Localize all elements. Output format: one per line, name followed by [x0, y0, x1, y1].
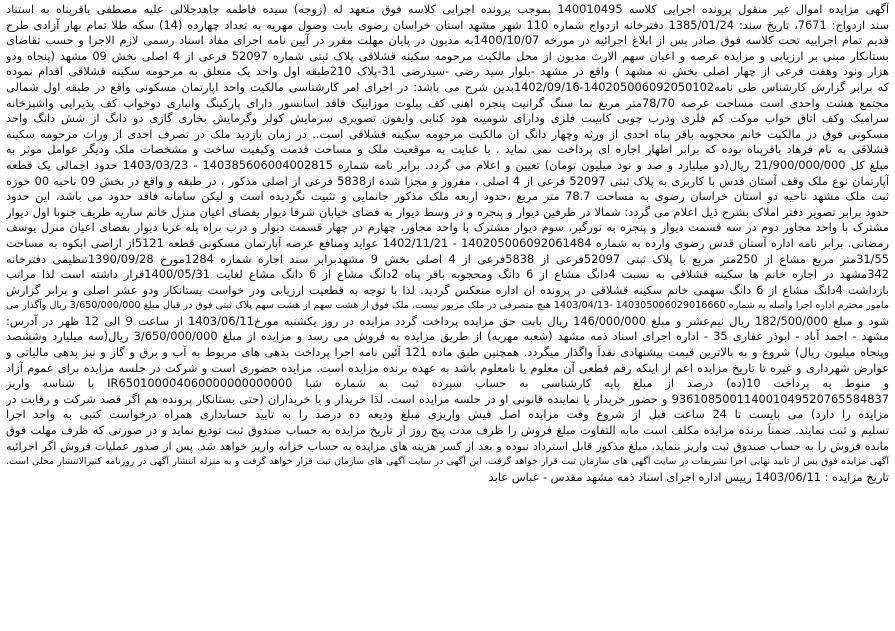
notice-line: مامور محترم اداره اجرا واصله به شماره 140305006029016660 -1403/04/13 هیچ متصرفی در ملک مزبور نیست، ملک فوق از هشت سهم از هشت سهم پلاک ثبتی فوق در قبال مبلغ 3/650/000/000 ریال وآگذار می — [6, 300, 889, 312]
notice-line: 31/55متر مربع مشاع از 250متر مربع با پلاک ثبتی 52097فرعی از 5838فرعی از 4 اصلی بخش 9 مشهدبرابر سند اجاره شماره 1284مورخ 1390/09/28تنظیمی دفترخانه — [6, 251, 889, 266]
notice-line: حدود برابر تصویر دفتر املاک بشرح ذیل اعلام می گردد: شمالا در طرفین دیوار و پنجره و در وسط دیوار به فضای خیابان شرقا دیوار بفضای اعیان منزل خانم ساریه ظریف جنوبا اول دیوار — [6, 204, 889, 219]
notice-line: مزایده را دارد) می بایست تا 24 ساعت قبل از شروع وقت مزایده اصل فیش واریزی مبلغ ودیعه ده درصد را به تایید حسابداری همراه درخواست کتبی به واحد اجرا — [6, 407, 889, 422]
notice-line: ثبت ملک مشهد ناحیه دو استان خراسان رضوی به مساحت 78.7 متر مربع ،حدود اربعه ملک مذکور جانمایی و تثبیت نگردیده است و لیکن سامانه فاقد حدود می باشد، این حدود — [6, 189, 889, 204]
notice-line: قشلاقی به نام فرهاد باقرپناه بوده که برابر اظهار اجاره ای پرداخت نمی نماید . با عنایت به موقعیت ملک و مساحت قدمت وکیفیت ساخت و مشخصات ملک ودیگر عوامل موثر به — [6, 142, 889, 157]
notice-line: مشهد - احمد آباد - ابوذر غفاری 35 - اداره اجرای اسناد ذمه مشهد (شعبه مهریه) از طریق مزایده به فروش می رسد و مزایده از مبلغ 3/650/000/000 ریال(سه میلیارد وششصد — [6, 329, 889, 344]
notice-line: تسلیم و ثبت نمایند. ضمناً برنده مزایده مکلف است مابه التفاوت مبلغ فروش را ظرف مدت پنج روز از تاریخ مزایده به حساب صندوق ثبت تودیع نماید و در صورتی که ظرف مهلت فوق — [6, 423, 889, 438]
notice-line: رمضانی. برابر نامه اداره آستان قدس رضوی وارده به شماره 140205006092061484 - 1402/11/21 عواید ومنافع عرصه آپارتمان مسکونی قطعه 5121از اراضی ابکوه به مساحت — [6, 235, 889, 250]
notice-line: که برابر گزارش کارشناس طی نامه140205006092050102-1402/09/16بدین شرح می باشد: در اجرای امر کارشناسی مالکیت واحد اپارتمان مسکونی واقع در طبقه اول شمالی — [6, 79, 889, 94]
notice-line: آگهی مزایده اموال غیر منقول پرونده اجرایی کلاسه 140010495 بموجب پرونده اجرایی کلاسه فوق متعهد له (زوجه) سیده فاطمه جاهدجلالی علیه مصطفی باقرپناه به استناد — [6, 2, 889, 16]
notice-line: سند ازدواج: 7671، تاریخ سند: 1385/01/24 دفترخانه ازدواج شماره 110 شهر مشهد استان خراسان رضوی بابت وصول مهریه به تعداد چهارده (14) سکه طلا تمام بهار آزادی طرح — [6, 17, 889, 32]
notice-line: 342مشهد در اجاره خانم ها سکینه قشلاقی به نسبت 4دانگ مشاع از 6 دانگ ومحجوبه باقر پناه 2دانگ مشاع از 6 دانگ مشاع لغایت 1400/05/31قرار داشته است لذا مراتب — [6, 267, 889, 282]
notice-line: مجتمع هشت واحدی است مساحت عرصه 78/70متر مربع نما سنگ گرانیت پنجره اهنی کف پیلوت موزاییک فاقد اسانسور دارای پارکینگ وانباری دوخواب کف پذیرایی واشپزخانه — [6, 95, 889, 110]
notice-line: آگهی مزایده فوق پس از تایید نهایی اجرا تشریفات در سایت آگهی های سازمان ثبت قرار خواهد گرفت. این آگهی در سایت آگهی های سازمان ثبت قرار خواهد گرفت و به منزله انتشار آگهی در روزنامه کثیرالانتشار محلی است. — [6, 456, 889, 468]
notice-line: 936108500114001049520765584837 و حضور خریدار یا نماینده قانونی او در جلسه مزایده است. لذا خریدار و یا خریداران (حتی بستانکار پرونده هم اگر قصد شرکت و رقابت در — [6, 391, 889, 406]
notice-line: بستانکار مبنی بر ارزیابی و مزایده عرصه و اعیان سهم الارث مدیون از محل مالکیت مرحومه سکینه قشلاقی پلاک ثبتی شماره 52097 فرعی از 4 اصلی بخش 09 مشهد (پنجاه ودو — [6, 48, 889, 63]
notice-signature-line: تاریخ مزایده : 1403/06/11 رییس اداره اجرای اسناد ذمه مشهد مقدس - عباس عابد — [488, 469, 889, 484]
notice-line: مشترک با واحد مجاور دوم در سه قسمت دیوار و پنجره به نورگیر، سوم دیوار مشترک با واحد مجاور، چهارم در چهار قسمت دیوار و درب براه پله غربا دیوار بفضای اعیان منزل یوسف — [6, 220, 889, 235]
notice-line: و منوط به پرداخت 10(ده) درصد از مبلغ پایه کارشناسی به حساب سپرده ثبت به شماره شبا IR650100004060000000000000 با شناسه واریز — [6, 376, 889, 391]
notice-line: مسکونی فوق در مالکیت خانم محجوبه باقر پناه احدی از ورثه وچهار دانگ ان مالکیت مرحومه سکینه قشلاقی است.. در زمان بازدید ملک در تصرف احدی از وراث مرحومه سکینه — [6, 126, 889, 141]
notice-line: قدیم تمام اجراییه تحت کلاسه فوق صادر پس از ابلاغ اجرائیه در مورخه 1400/10/07به مدیون در پایان مهلت مقرر در آیین نامه اجرای مفاد اسناد رسمی لازم الاجرا و حسب تقاضای — [6, 33, 889, 48]
notice-line: سرامیک وکف اتاق خواب موکت کم فلزی ودرب چوبی کابینت فلزی ودارای شومینه هود کنابی وایفون تصویری سرمایش کولر وگرمایش بخاری گازی دو دانگ از شش دانگ واحد — [6, 111, 889, 126]
notice-line: وپنجاه میلیون ریال) شروع و به بالاترین قیمت پیشنهادی نقداً واگذار میگردد. همچنین طبق ماده 121 آئین نامه اجرا پرداخت بدهی های مربوط به آب و برق و گاز و نیز بدهی مالیاتی و — [6, 345, 889, 360]
notice-line: بازداشت 4دانگ مشاع از 6 دانگ سهمی خانم سکینه قشلاقی در پرونده ان اداره منعکس گردید. لذا با توجه به قطعیت ارزیابی ودر خواست بستانکار ودو عشر اصلی و برابر گزارش — [6, 282, 889, 297]
notice-line: شود و مبلغ 182/500/000 ریال نیم‌عشر و مبلغ 146/000/000 ریال بابت حق مزایده پرداخت گردد مزایده در روز یکشنبه مورخ1403/06/11 از ساعت 9 الی 12 ظهر در آدرس: — [6, 313, 889, 328]
notice-line: هزار ونود وهفت فرعی از چهار اصلی بخش نه مشهد ) واقع در مشهد -بلوار سید رضی -سیدرضی 31-پلاک 210طبقه اول واحد یک متعلق به مرحومه سکینه قشلاقی اقدام نموده — [6, 64, 889, 79]
notice-line: مانده فروش را به حساب صندوق ثبت واریز ننماید، مبلغ مذکور قابل استرداد نبوده و بعد از کسر هزینه های مزایده به حساب خزانه واریز خواهد شد. پس از صدور عملیات فروش اگر اجرائیه — [6, 439, 889, 453]
notice-line: عوارض شهرداری و غیره تا تاریخ مزایده اعم از اینکه رقم قطعی آن معلوم یا نامعلوم باشد به عهده برنده مزایده است. مزایده حضوری است و شرکت در جلسه مزایده برای عموم آزاد — [6, 360, 889, 375]
notice-line: مبلغ کل 21/900/000/000 ریال(دو میلیارد و صد و نود میلیون تومان) تعیین و اعلام می گردد. برابر نامه شماره 140385606004002815 - 1403/03/23 حدود اجمالی یک قطعه — [6, 157, 889, 172]
notice-line: آپارتمان نوع ملک وقف آستان قدس با کاربری به پلاک ثبتی 52097 فرعی از 4 اصلی ، مفروز و مجزا شده از5838 فرعی از اصلی مذکور ، در طبقه و واقع در بخش 09 ناحیه 00 حوزه — [6, 173, 889, 188]
